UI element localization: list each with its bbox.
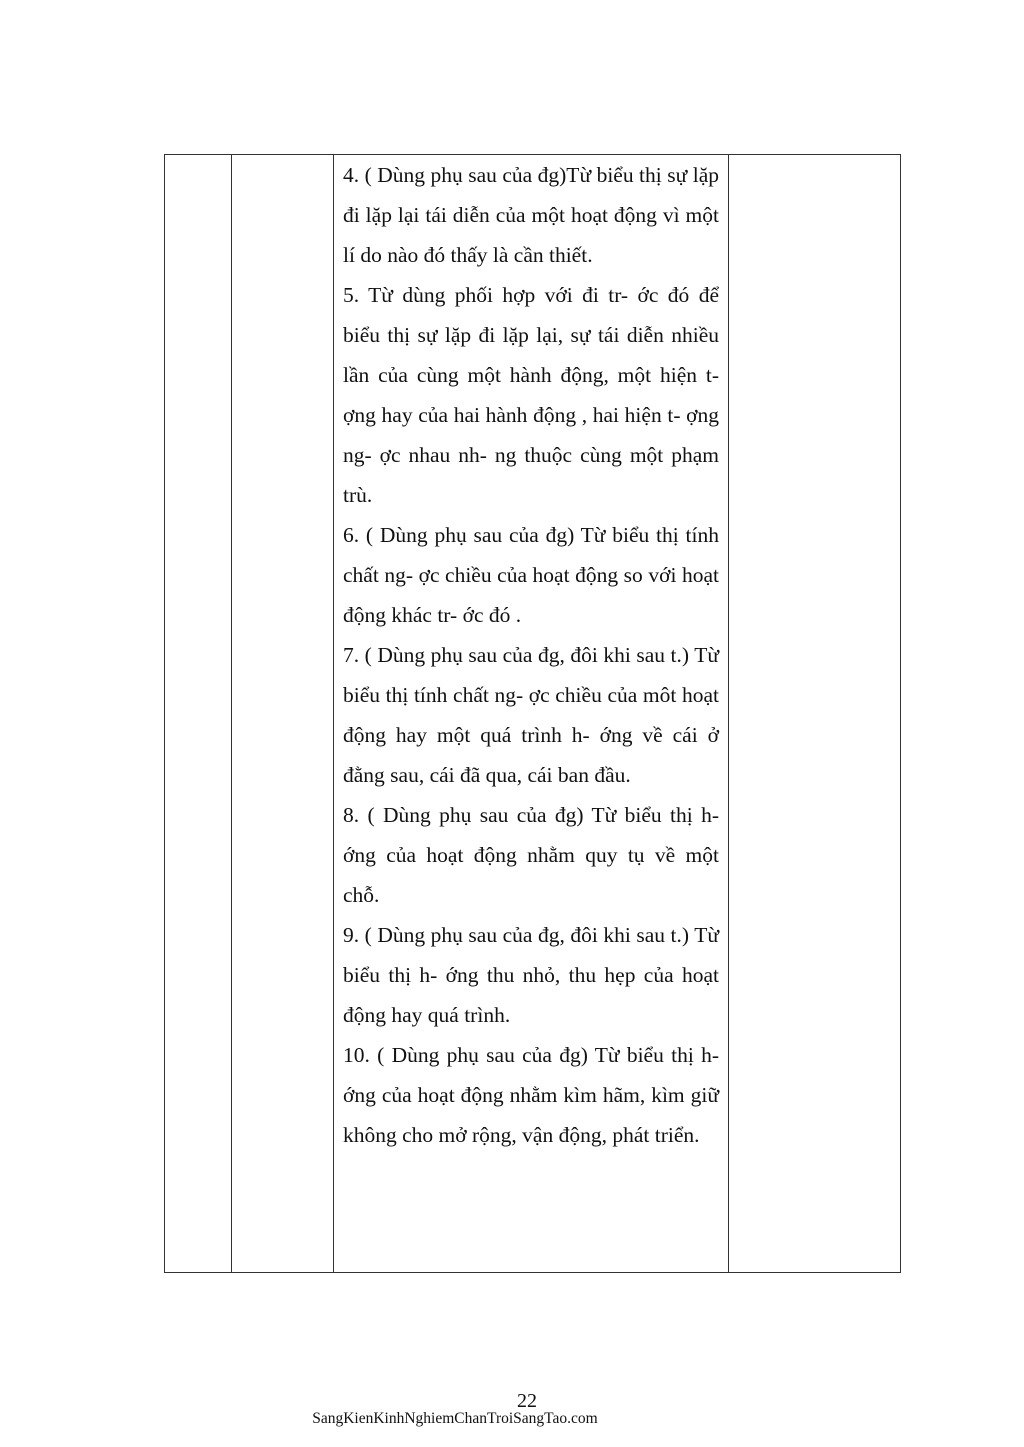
page-number: 22 xyxy=(517,1390,537,1412)
definition-item-10: 10. ( Dùng phụ sau của đg) Từ biểu thị h- ớng của hoạt động nhằm kìm hãm, kìm giữ không cho mở rộng, vận động, phát triển. xyxy=(343,1043,719,1147)
definition-list xyxy=(334,155,728,1272)
definition-item-7: 7. ( Dùng phụ sau của đg, đôi khi sau t.) Từ biểu thị tính chất ng- ợc chiều của môt hoạt động hay một quá trình h- ớng về cái ở đằng sau, cái đã qua, cái ban đầu. xyxy=(343,643,719,787)
empty-cell-4 xyxy=(729,155,901,1273)
definition-item-6: 6. ( Dùng phụ sau của đg) Từ biểu thị tính chất ng- ợc chiều của hoạt động so với hoạt động khác tr- ớc đó . xyxy=(343,523,719,627)
definition-item-4: 4. ( Dùng phụ sau của đg)Từ biểu thị sự lặp đi lặp lại tái diễn của một hoạt động vì một lí do nào đó thấy là cần thiết. xyxy=(343,163,719,267)
empty-cell-1 xyxy=(165,155,232,1273)
definition-item-8: 8. ( Dùng phụ sau của đg) Từ biểu thị h- ớng của hoạt động nhằm quy tụ về một chỗ. xyxy=(343,803,719,907)
table-row xyxy=(165,155,901,1273)
content-table xyxy=(164,154,901,1273)
site-footer: SangKienKinhNghiemChanTroiSangTao.com xyxy=(312,1410,598,1427)
empty-cell-2 xyxy=(232,155,334,1273)
definition-item-9: 9. ( Dùng phụ sau của đg, đôi khi sau t.) Từ biểu thị h- ớng thu nhỏ, thu hẹp của hoạt động hay quá trình. xyxy=(343,923,719,1027)
definition-cell xyxy=(334,155,729,1273)
definition-item-5: 5. Từ dùng phối hợp với đi tr- ớc đó để biểu thị sự lặp đi lặp lại, sự tái diễn nhiều lần của cùng một hành động, một hiện t- ợng hay của hai hành động , hai hiện t- ợng ng- ợc nhau nh- ng thuộc cùng một phạm trù. xyxy=(343,283,719,507)
